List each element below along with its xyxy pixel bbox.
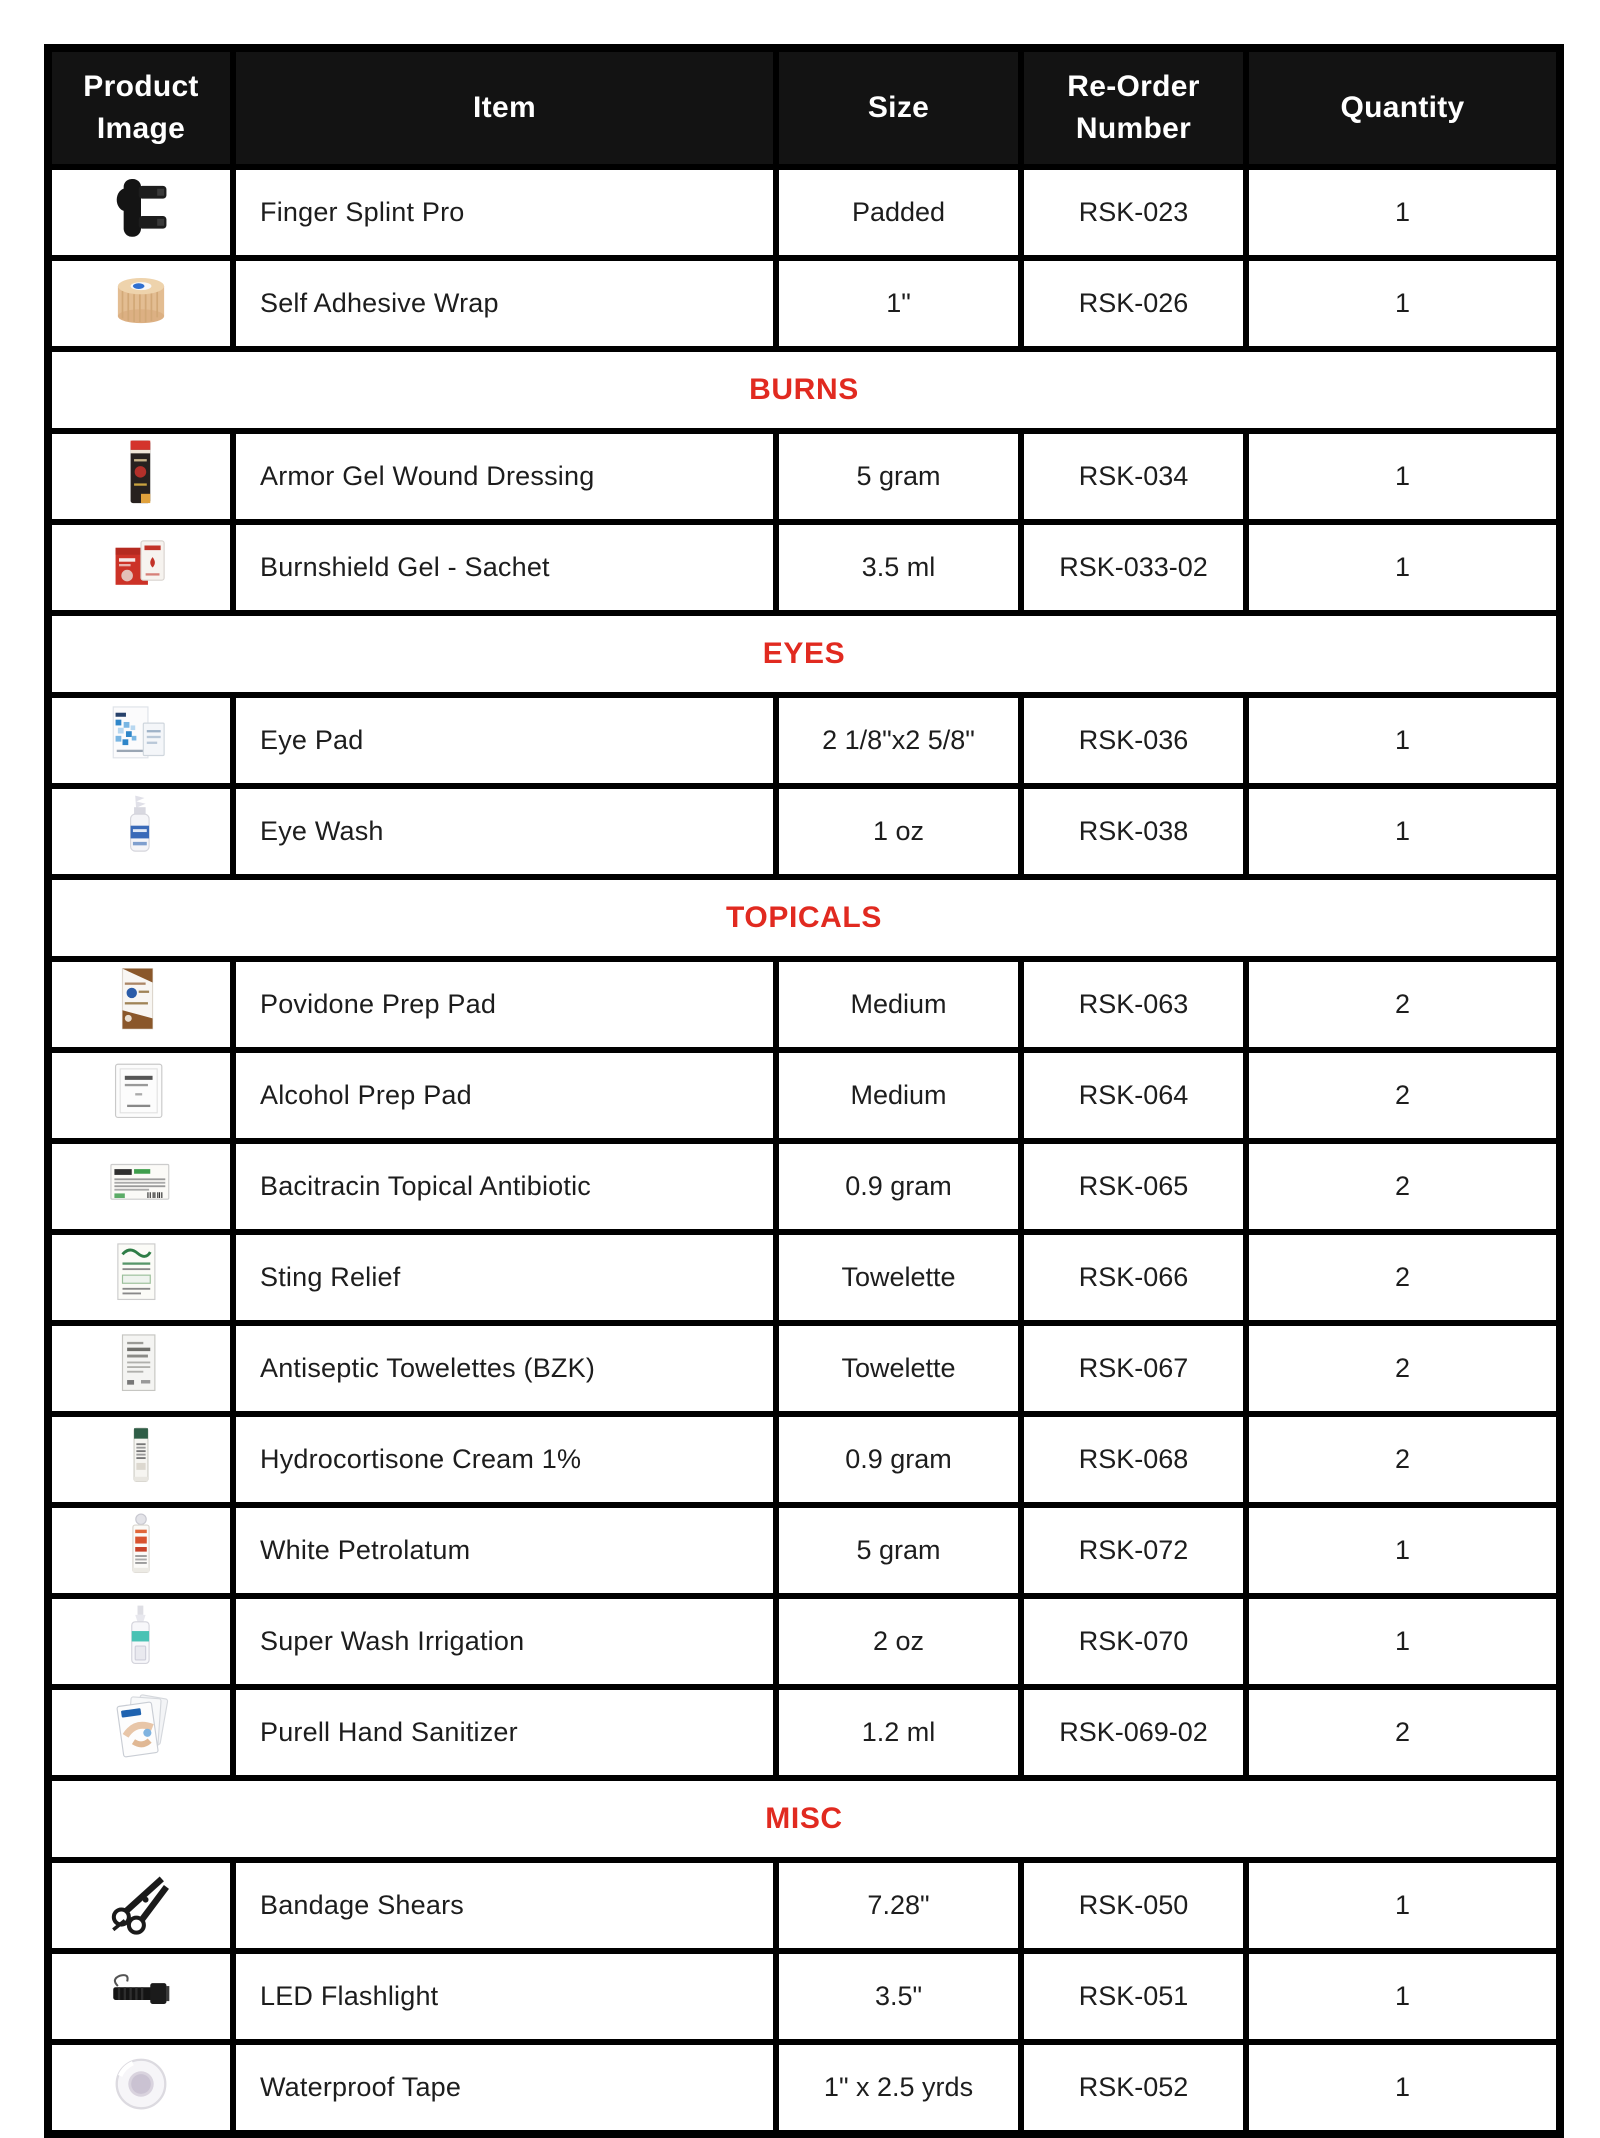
petrolatum-photo bbox=[104, 1510, 178, 1584]
qty-cell: 1 bbox=[1246, 1596, 1560, 1687]
product-image-cell bbox=[48, 167, 233, 258]
size-cell: 7.28" bbox=[776, 1860, 1021, 1951]
table-row bbox=[48, 959, 1560, 1050]
finger-splint-photo bbox=[104, 172, 178, 246]
reorder-cell: RSK-068 bbox=[1021, 1414, 1246, 1505]
table-row bbox=[48, 695, 1560, 786]
item-cell: Purell Hand Sanitizer bbox=[233, 1687, 776, 1778]
hydrocortisone-photo bbox=[104, 1419, 178, 1493]
section-row bbox=[48, 1778, 1560, 1860]
super-wash-photo bbox=[104, 1601, 178, 1675]
size-cell: 1.2 ml bbox=[776, 1687, 1021, 1778]
size-cell: Towelette bbox=[776, 1232, 1021, 1323]
burnshield-photo bbox=[104, 527, 178, 601]
qty-cell: 2 bbox=[1246, 959, 1560, 1050]
qty-cell: 1 bbox=[1246, 431, 1560, 522]
qty-cell: 1 bbox=[1246, 786, 1560, 877]
product-image-cell bbox=[48, 431, 233, 522]
adhesive-wrap-photo bbox=[104, 263, 178, 337]
item-cell: Bandage Shears bbox=[233, 1860, 776, 1951]
table-row bbox=[48, 431, 1560, 522]
product-image-cell bbox=[48, 959, 233, 1050]
item-cell: White Petrolatum bbox=[233, 1505, 776, 1596]
item-cell: Antiseptic Towelettes (BZK) bbox=[233, 1323, 776, 1414]
table-row bbox=[48, 1414, 1560, 1505]
size-cell: Padded bbox=[776, 167, 1021, 258]
alcohol-pad-photo bbox=[104, 1055, 178, 1129]
item-cell: Sting Relief bbox=[233, 1232, 776, 1323]
reorder-cell: RSK-038 bbox=[1021, 786, 1246, 877]
armor-gel-photo bbox=[104, 436, 178, 510]
reorder-cell: RSK-064 bbox=[1021, 1050, 1246, 1141]
product-image-cell bbox=[48, 786, 233, 877]
qty-cell: 2 bbox=[1246, 1141, 1560, 1232]
item-cell: Alcohol Prep Pad bbox=[233, 1050, 776, 1141]
col-header-product-image: Product Image bbox=[48, 48, 233, 167]
qty-cell: 1 bbox=[1246, 2042, 1560, 2134]
section-label: EYES bbox=[48, 613, 1560, 695]
col-header-size: Size bbox=[776, 48, 1021, 167]
reorder-cell: RSK-033-02 bbox=[1021, 522, 1246, 613]
qty-cell: 1 bbox=[1246, 167, 1560, 258]
reorder-cell: RSK-026 bbox=[1021, 258, 1246, 349]
reorder-cell: RSK-069-02 bbox=[1021, 1687, 1246, 1778]
size-cell: 3.5 ml bbox=[776, 522, 1021, 613]
qty-cell: 1 bbox=[1246, 1951, 1560, 2042]
reorder-cell: RSK-063 bbox=[1021, 959, 1246, 1050]
table-row bbox=[48, 1860, 1560, 1951]
section-row bbox=[48, 613, 1560, 695]
reorder-cell: RSK-067 bbox=[1021, 1323, 1246, 1414]
product-image-cell bbox=[48, 2042, 233, 2134]
item-cell: Hydrocortisone Cream 1% bbox=[233, 1414, 776, 1505]
size-cell: 1" x 2.5 yrds bbox=[776, 2042, 1021, 2134]
qty-cell: 1 bbox=[1246, 258, 1560, 349]
size-cell: 1 oz bbox=[776, 786, 1021, 877]
waterproof-tape-photo bbox=[104, 2047, 178, 2121]
table-row bbox=[48, 1232, 1560, 1323]
product-image-cell bbox=[48, 1505, 233, 1596]
product-image-cell bbox=[48, 1596, 233, 1687]
col-header-quantity: Quantity bbox=[1246, 48, 1560, 167]
table-row bbox=[48, 786, 1560, 877]
item-cell: Super Wash Irrigation bbox=[233, 1596, 776, 1687]
product-image-cell bbox=[48, 1687, 233, 1778]
product-image-cell bbox=[48, 258, 233, 349]
sting-relief-photo bbox=[104, 1237, 178, 1311]
table-row bbox=[48, 522, 1560, 613]
size-cell: Medium bbox=[776, 959, 1021, 1050]
product-image-cell bbox=[48, 1141, 233, 1232]
table-body bbox=[48, 167, 1560, 2134]
reorder-cell: RSK-065 bbox=[1021, 1141, 1246, 1232]
size-cell: 3.5" bbox=[776, 1951, 1021, 2042]
product-image-cell bbox=[48, 1414, 233, 1505]
header-row bbox=[48, 48, 1560, 167]
table-row bbox=[48, 1050, 1560, 1141]
bacitracin-photo bbox=[104, 1146, 178, 1220]
item-cell: Eye Pad bbox=[233, 695, 776, 786]
table-row bbox=[48, 2042, 1560, 2134]
led-flashlight-photo bbox=[104, 1956, 178, 2030]
reorder-cell: RSK-066 bbox=[1021, 1232, 1246, 1323]
bandage-shears-photo bbox=[104, 1865, 178, 1939]
antiseptic-towelette-photo bbox=[104, 1328, 178, 1402]
eye-wash-photo bbox=[104, 791, 178, 865]
table-row bbox=[48, 258, 1560, 349]
size-cell: 5 gram bbox=[776, 431, 1021, 522]
item-cell: Finger Splint Pro bbox=[233, 167, 776, 258]
reorder-cell: RSK-023 bbox=[1021, 167, 1246, 258]
product-image-cell bbox=[48, 1860, 233, 1951]
product-image-cell bbox=[48, 1323, 233, 1414]
section-label: TOPICALS bbox=[48, 877, 1560, 959]
reorder-cell: RSK-072 bbox=[1021, 1505, 1246, 1596]
reorder-cell: RSK-034 bbox=[1021, 431, 1246, 522]
qty-cell: 2 bbox=[1246, 1323, 1560, 1414]
product-image-cell bbox=[48, 1050, 233, 1141]
section-row bbox=[48, 877, 1560, 959]
table-row bbox=[48, 1951, 1560, 2042]
item-cell: Waterproof Tape bbox=[233, 2042, 776, 2134]
size-cell: 2 1/8"x2 5/8" bbox=[776, 695, 1021, 786]
item-cell: Burnshield Gel - Sachet bbox=[233, 522, 776, 613]
product-image-cell bbox=[48, 522, 233, 613]
col-header-reorder-number: Re-Order Number bbox=[1021, 48, 1246, 167]
col-header-item: Item bbox=[233, 48, 776, 167]
section-label: BURNS bbox=[48, 349, 1560, 431]
povidone-pad-photo bbox=[104, 964, 178, 1038]
table-row bbox=[48, 1596, 1560, 1687]
section-label: MISC bbox=[48, 1778, 1560, 1860]
product-image-cell bbox=[48, 1951, 233, 2042]
qty-cell: 1 bbox=[1246, 1505, 1560, 1596]
size-cell: 5 gram bbox=[776, 1505, 1021, 1596]
item-cell: Armor Gel Wound Dressing bbox=[233, 431, 776, 522]
item-cell: Eye Wash bbox=[233, 786, 776, 877]
reorder-cell: RSK-070 bbox=[1021, 1596, 1246, 1687]
qty-cell: 2 bbox=[1246, 1232, 1560, 1323]
table-row bbox=[48, 1505, 1560, 1596]
first-aid-supply-table bbox=[44, 44, 1564, 2138]
qty-cell: 2 bbox=[1246, 1414, 1560, 1505]
item-cell: Povidone Prep Pad bbox=[233, 959, 776, 1050]
product-image-cell bbox=[48, 695, 233, 786]
reorder-cell: RSK-036 bbox=[1021, 695, 1246, 786]
table-row bbox=[48, 1323, 1560, 1414]
size-cell: 0.9 gram bbox=[776, 1414, 1021, 1505]
qty-cell: 2 bbox=[1246, 1687, 1560, 1778]
item-cell: LED Flashlight bbox=[233, 1951, 776, 2042]
table-row bbox=[48, 167, 1560, 258]
size-cell: Towelette bbox=[776, 1323, 1021, 1414]
eye-pad-photo bbox=[104, 700, 178, 774]
qty-cell: 1 bbox=[1246, 695, 1560, 786]
table-row bbox=[48, 1687, 1560, 1778]
reorder-cell: RSK-052 bbox=[1021, 2042, 1246, 2134]
qty-cell: 1 bbox=[1246, 522, 1560, 613]
size-cell: Medium bbox=[776, 1050, 1021, 1141]
reorder-cell: RSK-050 bbox=[1021, 1860, 1246, 1951]
table-row bbox=[48, 1141, 1560, 1232]
reorder-cell: RSK-051 bbox=[1021, 1951, 1246, 2042]
section-row bbox=[48, 349, 1560, 431]
size-cell: 1" bbox=[776, 258, 1021, 349]
product-image-cell bbox=[48, 1232, 233, 1323]
qty-cell: 1 bbox=[1246, 1860, 1560, 1951]
item-cell: Bacitracin Topical Antibiotic bbox=[233, 1141, 776, 1232]
qty-cell: 2 bbox=[1246, 1050, 1560, 1141]
item-cell: Self Adhesive Wrap bbox=[233, 258, 776, 349]
purell-photo bbox=[104, 1692, 178, 1766]
size-cell: 2 oz bbox=[776, 1596, 1021, 1687]
size-cell: 0.9 gram bbox=[776, 1141, 1021, 1232]
